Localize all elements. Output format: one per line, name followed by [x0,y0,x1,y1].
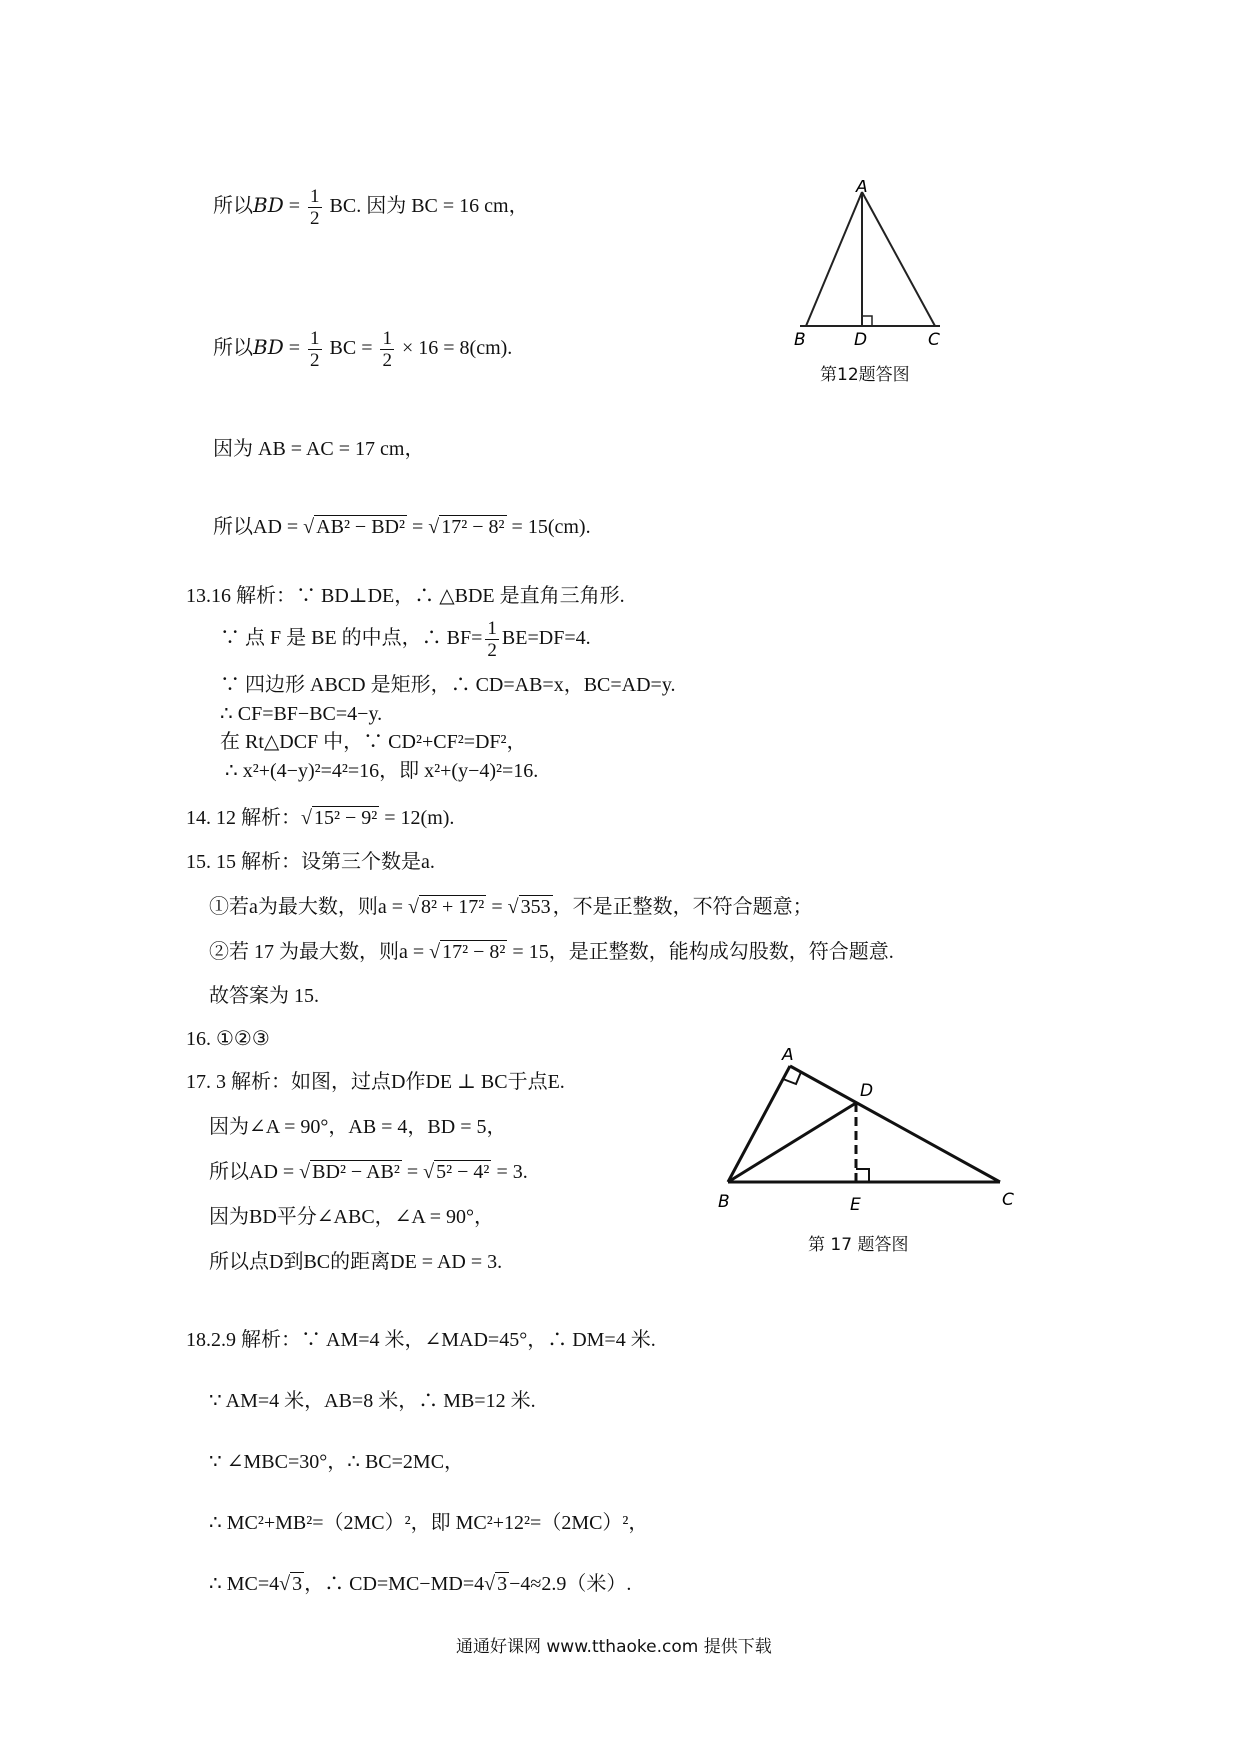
q13-line-1: 13.16 解析：∵ BD⊥DE，∴ △BDE 是直角三角形. [186,585,625,607]
q14-end: = 12(m). [379,807,455,829]
q17-figure-caption: 第 17 题答图 [808,1235,909,1255]
q18-line-3: ∵ ∠MBC=30°，∴ BC=2MC， [209,1451,465,1473]
q15-line-2-prefix: ①若a为最大数，则a = [209,896,409,918]
q12-line-1: 所以BD = $\frac{1}{2}$ BC. 因为 BC = 16 cm， [213,186,529,229]
q17-line-4: 因为BD平分∠ABC，∠A = 90°， [209,1206,495,1228]
q16-line: 16. ①②③ [186,1028,270,1050]
q17-line-3-mid: = [401,1161,424,1183]
q12-line-4-prefix: 所以AD = [213,516,304,538]
q12-line-2-mid: BC = [329,337,373,360]
q17-sqrt-1: BD² − AB² [312,1161,400,1183]
q15-line-2: ①若a为最大数，则a = √ 8² + 17² = √ 353 ，不是正整数，不符合题意； [209,896,813,918]
q13-fraction-den: 2 [487,640,497,661]
q17-line-1: 17. 3 解析：如图，过点D作DE ⊥ BC于点E. [186,1071,565,1093]
q18-line-2: ∵ AM=4 米，AB=8 米，∴ MB=12 米. [209,1390,536,1412]
q12-right-angle-mark [862,316,872,326]
q17-label-d: D [860,1081,874,1101]
q12-triangle-figure [790,180,970,360]
q12-line-2-prefix: 所以 [213,337,253,360]
q17-label-a: A [782,1048,794,1065]
q14-line: 14. 12 解析：√ 15² − 9² = 12(m). [186,807,455,829]
q17-label-b: B [718,1192,730,1212]
q12-line-1-prefix: 所以 [213,195,253,218]
q12-fraction-1-num: 1 [310,186,320,207]
q12-figure-caption: 第12题答图 [820,365,910,385]
q12-fraction-1-den: 2 [310,208,320,229]
q13-fraction-num: 1 [487,618,497,639]
q13-line-2 [220,618,591,661]
q18-line-1: 18.2.9 解析：∵ AM=4 米，∠MAD=45°，∴ DM=4 米. [186,1329,656,1351]
q14-prefix: 14. 12 解析： [186,807,301,829]
q18-line-5-prefix: ∴ MC=4 [209,1573,280,1595]
q17-line-3-prefix: 所以AD = [209,1161,300,1183]
q13-line-3: ∵ 四边形 ABCD 是矩形，∴ CD=AB=x，BC=AD=y. [220,674,676,696]
q12-line-2-end: × 16 = 8(cm). [401,337,513,360]
q17-line-2: 因为∠A = 90°，AB = 4，BD = 5， [209,1116,507,1138]
q12-line-3: 因为 AB = AC = 17 cm， [213,438,425,460]
q13-fraction [485,618,499,661]
q17-label-c: C [1002,1190,1014,1210]
q17-triangle-figure [710,1048,1030,1218]
q13-line-4: ∴ CF=BF−BC=4−y. [220,703,383,725]
q12-sqrt-2: 17² − 8² [441,516,505,538]
q12-line-1-text: BC. 因为 BC = 16 cm， [329,195,529,218]
q12-fraction-1 [308,186,322,229]
q13-line-5: 在 Rt△DCF 中，∵ CD²+CF²=DF²， [220,731,527,753]
q15-line-2-end: ，不是正整数，不符合题意； [552,896,813,918]
page-footer: 通通好课网 www.tthaoke.com 提供下载 [456,1637,772,1657]
q15-sqrt-1: 8² + 17² [421,896,485,918]
q15-line-2-mid: = [486,896,508,918]
q12-var-bd-2: BD [253,335,284,360]
q18-sqrt-1: 3 [292,1573,303,1595]
q12-line-4: 所以AD = √ AB² − BD² = √ 17² − 8² = 15(cm). [213,516,591,538]
q15-line-3: ②若 17 为最大数，则a = √ 17² − 8² = 15，是正整数，能构成勾股数，符合题意. [209,941,894,963]
q15-sqrt-2: 353 [520,896,551,918]
q15-line-3-end: = 15，是正整数，能构成勾股数，符合题意. [507,941,894,963]
q17-right-angle-mark-e [856,1169,869,1182]
q12-fraction-2-num: 1 [310,328,320,349]
q15-line-3-prefix: ②若 17 为最大数，则a = [209,941,430,963]
q12-label-b: B [794,330,806,350]
q17-segment-bd [728,1103,856,1182]
q13-line-6: ∴ x²+(4−y)²=4²=16，即 x²+(y−4)²=16. [225,760,539,782]
q12-line-4-mid: = [407,516,429,538]
q12-label-c: C [928,330,940,350]
q15-sqrt-3: 17² − 8² [442,941,506,963]
q17-line-3-end: = 3. [491,1161,528,1183]
q14-sqrt: 15² − 9² [313,807,378,829]
q12-fraction-2-den: 2 [310,350,320,371]
q12-label-a: A [856,180,868,197]
q13-line-2-prefix: ∵ 点 F 是 BE 的中点，∴ BF= [220,627,483,650]
q12-fraction-3-den: 2 [382,350,392,371]
q17-label-e: E [850,1195,861,1215]
q12-side-ac [862,192,935,326]
q17-line-3: 所以AD = √ BD² − AB² = √ 5² − 4² = 3. [209,1161,528,1183]
q15-line-4: 故答案为 15. [209,985,319,1007]
q12-side-ab [806,192,862,326]
q18-line-5-end: −4≈2.9（米）. [509,1573,632,1595]
q17-sqrt-2: 5² − 4² [436,1161,490,1183]
q13-line-2-end: BE=DF=4. [501,627,591,650]
q15-line-1: 15. 15 解析：设第三个数是a. [186,851,435,873]
q18-line-5-mid: ，∴ CD=MC−MD=4 [304,1573,485,1595]
q12-fraction-3 [380,328,394,371]
q12-line-2: 所以BD = $\frac{1}{2}$ BC = $\frac{1}{2}$ × 16 = 8(cm). [213,328,513,371]
q12-fraction-2 [308,328,322,371]
q12-label-d: D [854,330,868,350]
q18-line-5: ∴ MC=4√ 3 ，∴ CD=MC−MD=4√ 3 −4≈2.9（米）. [209,1573,632,1595]
q18-sqrt-2: 3 [497,1573,508,1595]
q12-fraction-3-num: 1 [382,328,392,349]
q12-var-bd: BD [253,193,284,218]
q18-line-4: ∴ MC²+MB²=（2MC）²，即 MC²+12²=（2MC）²， [209,1512,649,1534]
q17-line-5: 所以点D到BC的距离DE = AD = 3. [209,1251,503,1273]
q12-line-4-end: = 15(cm). [506,516,591,538]
q12-sqrt-1: AB² − BD² [316,516,405,538]
